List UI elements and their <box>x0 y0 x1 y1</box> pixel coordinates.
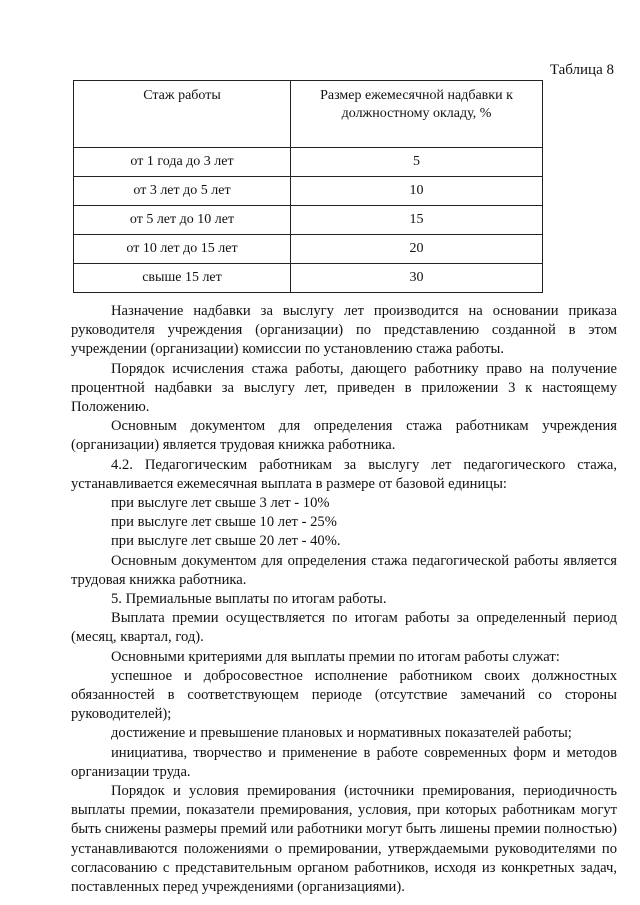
list-item: успешное и добросовестное исполнение работником своих должностных обязанностей в соответствующем периоде (отсутствие замечаний со стороны руководителей); <box>71 667 617 723</box>
paragraph-section-4-2: 4.2. Педагогическим работникам за выслугу лет педагогического стажа, устанавливается ежемесячная выплата в размере от базовой единицы: <box>71 456 617 492</box>
table-header-row <box>74 81 543 148</box>
table-caption: Таблица 8 <box>549 62 614 78</box>
table-row <box>74 235 543 264</box>
table-cell-experience: от 1 года до 3 лет <box>74 148 291 177</box>
list-item: при выслуге лет свыше 10 лет - 25% <box>111 514 337 531</box>
table-cell-allowance: 5 <box>291 148 543 177</box>
document-body <box>71 302 617 897</box>
table-cell-allowance: 10 <box>291 177 543 206</box>
paragraph-bonus-procedure: Порядок и условия премирования (источники премирования, периодичность выплаты премии, показатели премирования, условия, при которых работникам могут быть снижены размеры премий или работники могут быть лишены премии полностью) устанавливаются положениями о премировании, утверждаемыми руководителями по согласованию с представительным органом работников, исходя из конкретных задач, поставленных перед учреждениями (организациями). <box>71 783 617 896</box>
table-row <box>74 264 543 293</box>
list-item: при выслуге лет свыше 3 лет - 10% <box>111 495 330 512</box>
paragraph-main-document: Основным документом для определения стажа работникам учреждения (организации) является трудовая книжка работника. <box>71 418 617 454</box>
table-cell-experience: свыше 15 лет <box>74 264 291 293</box>
table-row <box>74 148 543 177</box>
table-cell-allowance: 30 <box>291 264 543 293</box>
table-cell-experience: от 5 лет до 10 лет <box>74 206 291 235</box>
paragraph-appointment: Назначение надбавки за выслугу лет производится на основании приказа руководителя учреждения (организации) по представлению созданной в этом учреждении (организации) комиссии по установлению стажа работы. <box>71 303 617 358</box>
column-header-allowance: Размер ежемесячной надбавки к должностному окладу, % <box>291 81 543 148</box>
table-row <box>74 206 543 235</box>
section-heading-bonus: 5. Премиальные выплаты по итогам работы. <box>111 591 387 608</box>
paragraph-calculation-order: Порядок исчисления стажа работы, дающего работнику право на получение процентной надбавки за выслугу лет, приведен в приложении 3 к настоящему Положению. <box>71 360 617 416</box>
table-cell-experience: от 3 лет до 5 лет <box>74 177 291 206</box>
list-item: достижение и превышение плановых и нормативных показателей работы; <box>111 725 572 742</box>
table-cell-experience: от 10 лет до 15 лет <box>74 235 291 264</box>
table-cell-allowance: 20 <box>291 235 543 264</box>
paragraph-bonus-period: Выплата премии осуществляется по итогам работы за определенный период (месяц, квартал, год). <box>71 610 617 646</box>
paragraph-pedagogical-document: Основным документом для определения стажа педагогической работы является трудовая книжка работника. <box>71 552 617 588</box>
table-cell-allowance: 15 <box>291 206 543 235</box>
paragraph-bonus-criteria: Основными критериями для выплаты премии по итогам работы служат: <box>111 648 560 665</box>
list-item: при выслуге лет свыше 20 лет - 40%. <box>111 533 341 550</box>
table-row <box>74 177 543 206</box>
seniority-allowance-table <box>73 80 543 293</box>
column-header-experience: Стаж работы <box>74 81 291 148</box>
list-item: инициатива, творчество и применение в работе современных форм и методов организации труда. <box>71 744 617 780</box>
